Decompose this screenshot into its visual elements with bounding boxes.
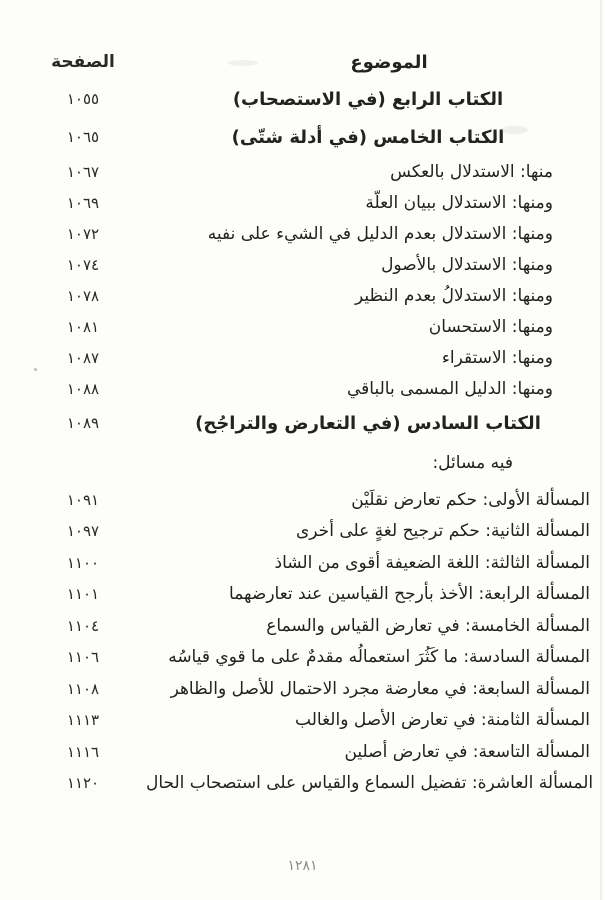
toc-row-page-number: ١٠٦٧ [66,162,100,181]
toc-row [0,516,605,548]
toc-row-page-number: ١٠٨٨ [66,379,100,398]
page-column-header: الصفحة [51,52,115,72]
toc-row-topic: المسألة الثامنة: في تعارض الأصل والغالب [295,710,590,731]
toc-row [0,673,605,705]
toc-row [0,642,605,674]
scan-speck [34,368,37,371]
toc-row-page-number: ١١٠٠ [66,553,100,572]
toc-row-topic: ومنها: الاستقراء [441,347,553,368]
toc-row-topic: منها: الاستدلال بالعكس [390,161,553,182]
toc-row-page-number: ١٠٨٩ [66,414,100,432]
toc-row-topic: المسألة الثانية: حكم ترجيح لغةٍ على أخرى [296,521,590,542]
toc-row [0,705,605,737]
toc-row-topic: الكتاب الرابع (في الاستصحاب) [232,88,504,110]
toc-row-topic: ومنها: الاستدلال بالأصول [381,254,553,275]
toc-row-page-number: ١٠٦٩ [66,193,100,212]
toc-row-page-number: ١٠٧٨ [66,286,100,305]
toc-row-page-number: ١١٢٠ [66,774,100,793]
toc-row-page-number: ١١١٦ [66,742,100,761]
toc-row [0,218,605,249]
toc-row-page-number: ١٠٧٢ [66,224,100,243]
toc-row-topic: المسألة الأولى: حكم تعارض نقلَيْن [351,489,590,510]
folio-page-number: ١٢٨١ [287,858,318,874]
toc-row-page-number: ١١٠٤ [66,616,100,635]
toc-row [0,187,605,218]
toc-row-topic: الكتاب السادس (في التعارض والتراجُح) [195,412,541,434]
toc-row-page-number: ١١٠١ [66,585,100,604]
toc-row-page-number: ١٠٨٧ [66,348,100,367]
toc-row-topic: المسألة الرابعة: الأخذ بأرجح القياسين عند تعارضهما [229,584,590,605]
toc-row-topic: ومنها: الاستحسان [428,316,553,337]
toc-row-topic: ومنها: الاستدلال بعدم الدليل في الشيء على نفيه [207,223,553,244]
toc-row-topic: فيه مسائل: [432,453,513,473]
toc-row [0,484,605,516]
toc-row-topic: المسألة الخامسة: في تعارض القياس والسماع [266,615,590,636]
toc-row-page-number: ١٠٨١ [66,317,100,336]
toc-row-topic: ومنها: الاستدلالُ بعدم النظير [354,285,553,306]
toc-row [0,118,605,156]
toc-rows [0,80,605,799]
toc-row [0,736,605,768]
scan-smudge [500,126,528,134]
toc-row-topic: الكتاب الخامس (في أدلة شتّى) [231,126,505,148]
toc-row [0,80,605,118]
toc-row-topic: المسألة السابعة: في معارضة مجرد الاحتمال للأصل والظاهر [170,678,590,699]
toc-content [0,44,605,799]
toc-row-page-number: ١٠٦٥ [66,128,100,146]
toc-row-topic: المسألة التاسعة: في تعارض أصلين [344,741,590,762]
toc-row-page-number: ١١٠٨ [66,679,100,698]
toc-row [0,156,605,187]
topic-column-header: الموضوع [350,51,428,73]
toc-row [0,404,605,442]
toc-row-topic: ومنها: الاستدلال ببيان العلّة [365,192,553,213]
toc-row-page-number: ١١٠٦ [66,648,100,667]
toc-row [0,442,605,484]
scan-edge-shadow [600,0,602,900]
toc-row [0,579,605,611]
toc-row [0,249,605,280]
toc-row [0,280,605,311]
toc-row [0,768,605,800]
toc-header-row [0,44,605,80]
toc-row-page-number: ١٠٥٥ [66,90,100,108]
toc-row [0,373,605,404]
toc-row [0,342,605,373]
toc-row [0,547,605,579]
toc-row-page-number: ١٠٧٤ [66,255,100,274]
toc-row [0,610,605,642]
toc-row-page-number: ١٠٩٧ [66,522,100,541]
toc-row-page-number: ١٠٩١ [66,490,100,509]
toc-row-topic: المسألة السادسة: ما كَثُرَ استعمالُه مقدمٌ على ما قوي قياسُه [168,647,590,668]
toc-row-topic: المسألة الثالثة: اللغة الضعيفة أقوى من الشاذ [274,552,590,573]
scan-smudge [228,60,258,66]
toc-row-topic: ومنها: الدليل المسمى بالباقي [346,378,553,399]
toc-row-page-number: ١١١٣ [66,711,100,730]
toc-row-topic: المسألة العاشرة: تفضيل السماع والقياس على استصحاب الحال [146,773,594,794]
toc-row [0,311,605,342]
